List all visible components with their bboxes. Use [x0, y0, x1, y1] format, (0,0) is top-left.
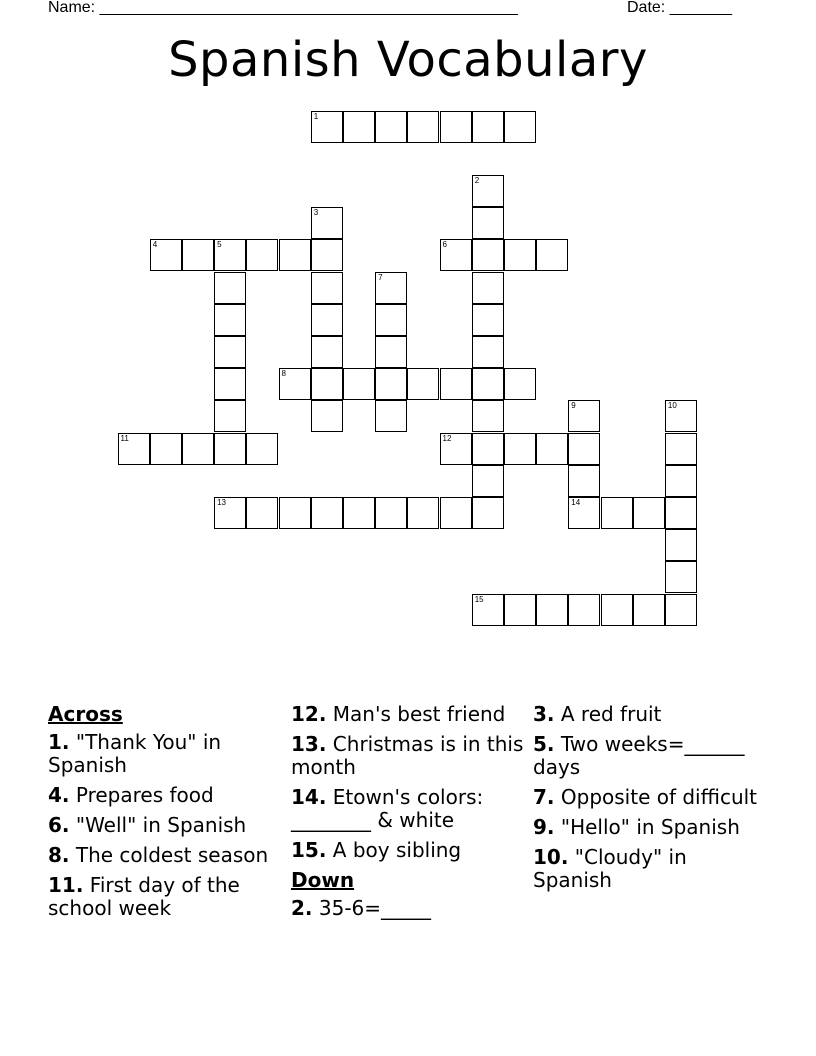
clue-down: 9. "Hello" in Spanish — [533, 815, 740, 839]
grid-cell[interactable] — [440, 433, 472, 465]
grid-cell[interactable] — [472, 400, 504, 432]
clue-number: 11 — [120, 433, 129, 443]
grid-cell[interactable] — [440, 497, 472, 529]
grid-cell[interactable] — [214, 336, 246, 368]
grid-cell[interactable] — [311, 111, 343, 143]
grid-cell[interactable] — [246, 497, 278, 529]
grid-cell[interactable] — [472, 465, 504, 497]
across-heading: Across — [48, 702, 123, 726]
grid-cell[interactable] — [472, 433, 504, 465]
clue-number: 3 — [313, 208, 319, 218]
grid-cell[interactable] — [472, 272, 504, 304]
grid-cell[interactable] — [311, 368, 343, 400]
grid-cell[interactable] — [214, 239, 246, 271]
grid-cell[interactable] — [246, 239, 278, 271]
clue-down: 10. "Cloudy" in Spanish — [533, 845, 687, 892]
clue-down: 7. Opposite of difficult — [533, 785, 758, 809]
grid-cell[interactable] — [472, 594, 504, 626]
clue-number: 1 — [313, 111, 319, 121]
clue-across: 8. The coldest season — [48, 843, 269, 867]
grid-cell[interactable] — [472, 368, 504, 400]
grid-cell[interactable] — [472, 111, 504, 143]
clue-down: 5. Two weeks=______ days — [533, 732, 745, 779]
clue-across: 13. Christmas is in this month — [291, 732, 524, 779]
grid-cell[interactable] — [214, 433, 246, 465]
grid-cell[interactable] — [343, 368, 375, 400]
clue-across: 12. Man's best friend — [291, 702, 506, 726]
clue-across: 1. "Thank You" in Spanish — [48, 730, 222, 777]
grid-cell[interactable] — [440, 239, 472, 271]
clue-across: 6. "Well" in Spanish — [48, 813, 247, 837]
grid-cell[interactable] — [568, 594, 600, 626]
grid-cell[interactable] — [311, 239, 343, 271]
down-heading: Down — [291, 868, 355, 892]
grid-cell[interactable] — [150, 433, 182, 465]
page-title: Spanish Vocabulary — [168, 32, 648, 88]
date-line[interactable]: Date: _______ — [627, 0, 732, 16]
clue-number: 6 — [442, 240, 447, 250]
clue-down: 2. 35-6=_____ — [291, 896, 432, 920]
clue-column-1 — [48, 703, 283, 927]
grid-cell[interactable] — [214, 368, 246, 400]
grid-cell[interactable] — [568, 497, 600, 529]
grid-cell[interactable] — [536, 433, 568, 465]
grid-cell[interactable] — [536, 239, 568, 271]
clue-column-2 — [291, 703, 526, 927]
grid-cell[interactable] — [504, 594, 536, 626]
grid-cell[interactable] — [472, 497, 504, 529]
grid-cell[interactable] — [601, 497, 633, 529]
clue-number: 2 — [474, 175, 480, 185]
grid-cell[interactable] — [182, 433, 214, 465]
clue-across: 14. Etown's colors: ________ & white — [291, 785, 484, 832]
grid-cell[interactable] — [665, 561, 697, 593]
grid-cell[interactable] — [343, 111, 375, 143]
grid-cell[interactable] — [472, 336, 504, 368]
grid-cell[interactable] — [407, 111, 439, 143]
grid-cell[interactable] — [279, 239, 311, 271]
grid-cell[interactable] — [536, 594, 568, 626]
grid-cell[interactable] — [568, 400, 600, 432]
grid-cell[interactable] — [343, 497, 375, 529]
grid-cell[interactable] — [118, 433, 150, 465]
clue-number: 14 — [571, 497, 581, 507]
grid-cell[interactable] — [150, 239, 182, 271]
grid-cell[interactable] — [311, 304, 343, 336]
grid-cell[interactable] — [375, 497, 407, 529]
grid-cell[interactable] — [665, 497, 697, 529]
grid-cell[interactable] — [633, 497, 665, 529]
grid-cell[interactable] — [504, 239, 536, 271]
grid-cell[interactable] — [665, 433, 697, 465]
grid-cell[interactable] — [665, 400, 697, 432]
grid-cell[interactable] — [375, 111, 407, 143]
grid-cell[interactable] — [311, 400, 343, 432]
grid-cell[interactable] — [665, 529, 697, 561]
grid-cell[interactable] — [440, 368, 472, 400]
clue-column-3 — [533, 703, 768, 899]
grid-cell[interactable] — [246, 433, 278, 465]
grid-cell[interactable] — [311, 272, 343, 304]
clue-number: 4 — [152, 240, 158, 250]
grid-cell[interactable] — [214, 497, 246, 529]
grid-cell[interactable] — [472, 207, 504, 239]
grid-cell[interactable] — [601, 594, 633, 626]
grid-cell[interactable] — [472, 304, 504, 336]
clue-number: 10 — [667, 401, 677, 411]
grid-cell[interactable] — [311, 336, 343, 368]
grid-cell[interactable] — [665, 594, 697, 626]
grid-cell[interactable] — [311, 497, 343, 529]
grid-cell[interactable] — [182, 239, 214, 271]
grid-cell[interactable] — [375, 336, 407, 368]
grid-cell[interactable] — [214, 304, 246, 336]
clue-number: 13 — [217, 497, 226, 507]
grid-cell[interactable] — [375, 304, 407, 336]
clue-number: 9 — [571, 401, 576, 411]
grid-cell[interactable] — [504, 368, 536, 400]
clue-across: 11. First day of the school week — [48, 873, 240, 920]
grid-cell[interactable] — [375, 400, 407, 432]
clue-number: 7 — [378, 272, 383, 282]
grid-cell[interactable] — [279, 368, 311, 400]
grid-cell[interactable] — [633, 594, 665, 626]
grid-cell[interactable] — [504, 111, 536, 143]
clue-number: 8 — [281, 369, 286, 379]
clue-across: 4. Prepares food — [48, 783, 214, 807]
grid-cell[interactable] — [214, 400, 246, 432]
grid-cell[interactable] — [214, 272, 246, 304]
clue-number: 15 — [474, 594, 484, 604]
clue-down: 3. A red fruit — [533, 702, 662, 726]
grid-cell[interactable] — [472, 175, 504, 207]
grid-cell[interactable] — [472, 239, 504, 271]
grid-cell[interactable] — [440, 111, 472, 143]
grid-cell[interactable] — [568, 465, 600, 497]
grid-cell[interactable] — [665, 465, 697, 497]
name-line[interactable]: Name: _______________________________________________ — [48, 0, 518, 16]
grid-cell[interactable] — [407, 368, 439, 400]
clue-number: 5 — [217, 240, 222, 250]
grid-cell[interactable] — [375, 272, 407, 304]
clue-number: 12 — [442, 433, 452, 443]
clue-across: 15. A boy sibling — [291, 838, 462, 862]
grid-cell[interactable] — [279, 497, 311, 529]
grid-cell[interactable] — [407, 497, 439, 529]
grid-cell[interactable] — [568, 433, 600, 465]
grid-cell[interactable] — [311, 207, 343, 239]
grid-cell[interactable] — [375, 368, 407, 400]
grid-cell[interactable] — [504, 433, 536, 465]
